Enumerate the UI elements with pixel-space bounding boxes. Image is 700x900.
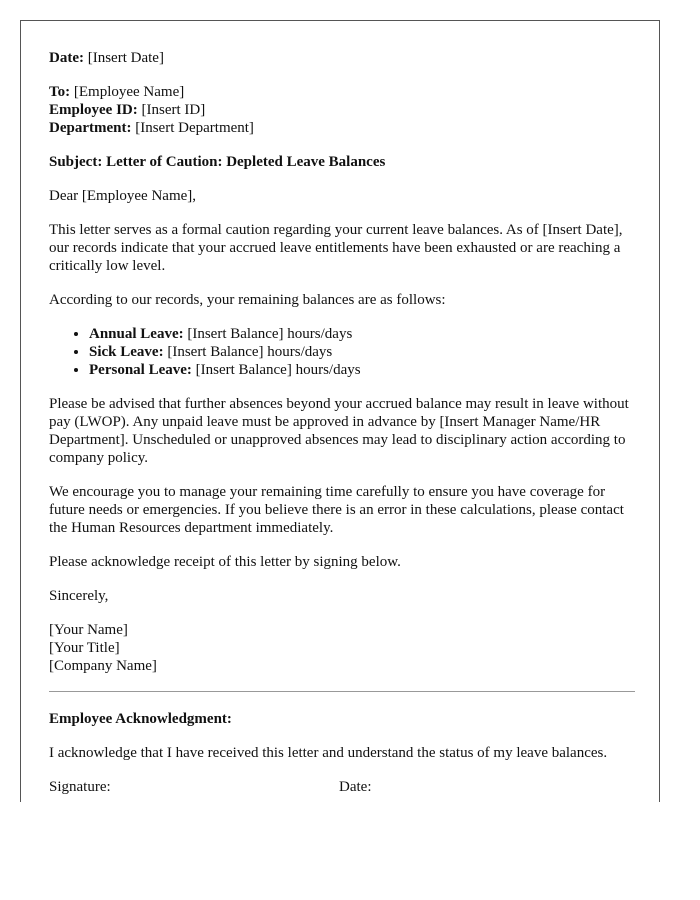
letter-content <box>49 49 635 796</box>
acknowledgment-signature-row <box>49 778 635 796</box>
employee-id-line <box>49 101 635 119</box>
to-value: [Employee Name] <box>73 84 185 100</box>
balance-value: [Insert Balance] hours/days <box>187 326 353 342</box>
balance-label: Personal Leave: <box>89 362 192 378</box>
closing: Sincerely, <box>49 588 109 604</box>
balance-label: Annual Leave: <box>89 326 184 342</box>
balance-value: [Insert Balance] hours/days <box>195 362 361 378</box>
subject-line <box>49 153 635 171</box>
balance-item-sick <box>89 343 635 361</box>
employee-date-label: Date: <box>339 779 372 795</box>
to-line <box>49 83 635 101</box>
paragraph-balances-intro: According to our records, your remaining balances are as follows: <box>49 292 446 308</box>
letter-header-recipient <box>49 83 635 137</box>
signer-company: [Company Name] <box>49 658 157 674</box>
section-divider <box>49 691 635 692</box>
balance-item-personal <box>89 361 635 379</box>
employee-id-label: Employee ID: <box>49 102 138 118</box>
acknowledgment-heading-text: Employee Acknowledgment: <box>49 711 232 727</box>
employee-signature-label: Signature: <box>49 779 111 795</box>
balances-list <box>49 325 635 379</box>
balance-label: Sick Leave: <box>89 344 164 360</box>
letter-page <box>20 20 660 802</box>
to-label: To: <box>49 84 71 100</box>
salutation: Dear [Employee Name], <box>49 188 197 204</box>
signer-title: [Your Title] <box>49 640 120 656</box>
date-label: Date: <box>49 50 84 66</box>
department-label: Department: <box>49 120 132 136</box>
department-line <box>49 119 635 137</box>
balance-value: [Insert Balance] hours/days <box>167 344 333 360</box>
acknowledgment-text: I acknowledge that I have received this letter and understand the status of my leave balances. <box>49 745 608 761</box>
signature-block <box>49 621 635 675</box>
paragraph-caution: This letter serves as a formal caution regarding your current leave balances. As of [Insert Date], our records indicate that your accrued leave entitlements have been exhausted or are reaching a critically low level. <box>49 222 623 274</box>
paragraph-encourage: We encourage you to manage your remaining time carefully to ensure you have coverage for future needs or emergencies. If you believe there is an error in these calculations, please contact the Human Resources department immediately. <box>49 484 624 536</box>
signer-name: [Your Name] <box>49 622 128 638</box>
paragraph-acknowledge-request: Please acknowledge receipt of this letter by signing below. <box>49 554 401 570</box>
acknowledgment-heading <box>49 710 635 728</box>
letter-header-date <box>49 49 635 67</box>
paragraph-lwop: Please be advised that further absences beyond your accrued balance may result in leave without pay (LWOP). Any unpaid leave must be approved in advance by [Insert Manager Name/HR Department]. Unscheduled or unapproved absences may lead to disciplinary action according to company policy. <box>49 396 629 466</box>
balance-item-annual <box>89 325 635 343</box>
subject-text: Subject: Letter of Caution: Depleted Leave Balances <box>49 154 386 170</box>
date-value: [Insert Date] <box>87 50 164 66</box>
department-value: [Insert Department] <box>135 120 254 136</box>
employee-id-value: [Insert ID] <box>141 102 206 118</box>
